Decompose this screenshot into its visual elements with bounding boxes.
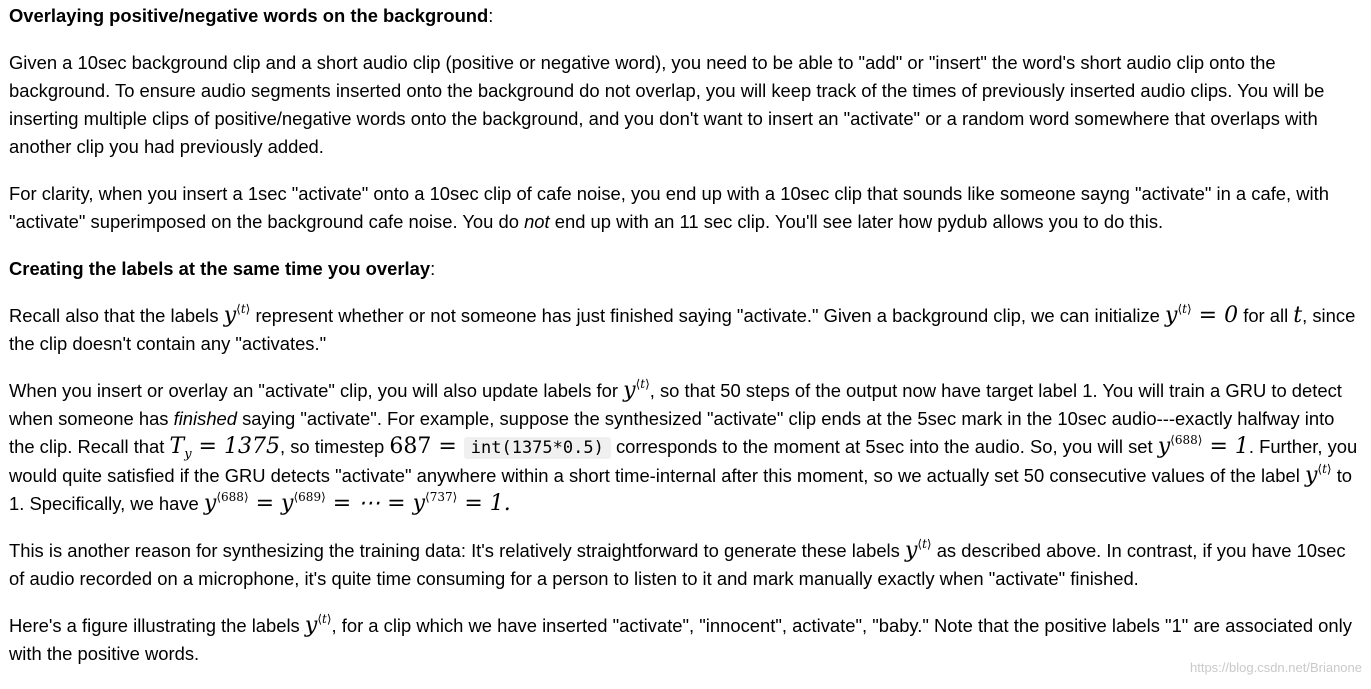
- math-y-t: $y^{⟨t⟩}$: [623, 377, 650, 403]
- math-y-t: $y^{⟨t⟩}$: [1304, 462, 1332, 488]
- section-heading-overlay: [9, 2, 1361, 30]
- text-span: When you insert or overlay an "activate" clip, you will also update labels for: [9, 380, 624, 401]
- paragraph-another-reason: [9, 537, 1361, 593]
- text-span: represent whether or not someone has just finished saying "activate." Given a background clip, we can initialize: [250, 305, 1166, 326]
- heading-overlaying: Overlaying positive/negative words on the background: [9, 5, 489, 26]
- text-span: This is another reason for synthesizing the training data: It's relatively straightforward to generate these labels: [9, 540, 905, 561]
- paragraph-clarity: [9, 180, 1361, 236]
- text-span: Recall also that the labels: [9, 305, 224, 326]
- text-span: saying "activate". For example, suppose the synthesized "activate" clip ends at the 5sec mark in the 10sec audio---exactly halfway into the clip. Recall that: [9, 408, 1335, 457]
- text-span: to 1. Specifically, we have: [9, 465, 1353, 514]
- heading-colon: :: [488, 5, 494, 26]
- math-y-t-eq-0: $y^{⟨t⟩} = 0$: [1165, 302, 1239, 328]
- watermark-url: https://blog.csdn.net/Brianone: [1189, 660, 1362, 675]
- text-span: , for a clip which we have inserted "activate", "innocent", activate", "baby." Note that the positive labels "1" are associated only with the positive words.: [9, 615, 1352, 664]
- text-span: , since the clip doesn't contain any "activates.": [9, 305, 1356, 354]
- text-span: as described above. In contrast, if you have 10sec of audio recorded on a microphone, it's quite time consuming for a person to listen to it and mark manually exactly when "activate" finished.: [9, 540, 1346, 589]
- paragraph-figure-intro: [9, 612, 1361, 668]
- text-span: for all: [1238, 305, 1294, 326]
- text-span: corresponds to the moment at 5sec into the audio. So, you will set: [610, 436, 1158, 457]
- paragraph-recall-labels: [9, 302, 1361, 358]
- math-687: 687 =: [389, 434, 464, 459]
- text-span: end up with an 11 sec clip. You'll see later how pydub allows you to do this.: [549, 211, 1164, 232]
- text-span: Here's a figure illustrating the labels: [9, 615, 305, 636]
- section-heading-labels: [9, 255, 1361, 283]
- text-span: , so timestep: [279, 436, 390, 457]
- math-label-chain: $y^{⟨688⟩} = y^{⟨689⟩}$ = ⋯ = $y^{⟨737⟩} = 1$.: [203, 490, 511, 516]
- math-y-t: $y^{⟨t⟩}$: [904, 537, 932, 563]
- text-span: , so that 50 steps of the output now have target label 1. You will train a GRU to detect when someone has: [9, 380, 1342, 429]
- text-span: For clarity, when you insert a 1sec "activate" onto a 10sec clip of cafe noise, you end up with a 10sec clip that sounds like someone sayng "activate" in a cafe, with "activate" superimposed on the background cafe noise. You do: [9, 183, 1329, 232]
- heading-creating-labels: Creating the labels at the same time you overlay: [9, 258, 431, 279]
- paragraph-insert-activate: [9, 377, 1361, 518]
- paragraph-overlay-intro: Given a 10sec background clip and a short audio clip (positive or negative word), you need to be able to "add" or "insert" the word's short audio clip onto the background. To ensure audio segments inserted onto the background do not overlap, you will keep track of the times of previously inserted audio clips. You will be inserting multiple clips of positive/negative words onto the background, and you don't want to insert an "activate" or a random word somewhere that overlaps with another clip you had previously added.: [9, 52, 1325, 157]
- document-body: [9, 2, 1361, 668]
- inline-code: int(1375*0.5): [464, 437, 611, 459]
- emphasis-not: not: [524, 211, 550, 232]
- text-span: . Further, you would quite satisfied if the GRU detects "activate" anywhere within a short time-internal after this moment, so we actually set 50 consecutive values of the label: [9, 436, 1358, 486]
- heading-colon: :: [430, 258, 436, 279]
- math-y-688-eq-1: $y^{⟨688⟩} = 1$: [1157, 433, 1249, 459]
- math-ty-eq-1375: $T_y = 1375$: [169, 434, 280, 462]
- math-y-t: $y^{⟨t⟩}$: [223, 302, 251, 328]
- emphasis-finished: finished: [173, 408, 237, 429]
- math-y-t: $y^{⟨t⟩}$: [304, 612, 332, 638]
- math-t: t: [1293, 303, 1303, 328]
